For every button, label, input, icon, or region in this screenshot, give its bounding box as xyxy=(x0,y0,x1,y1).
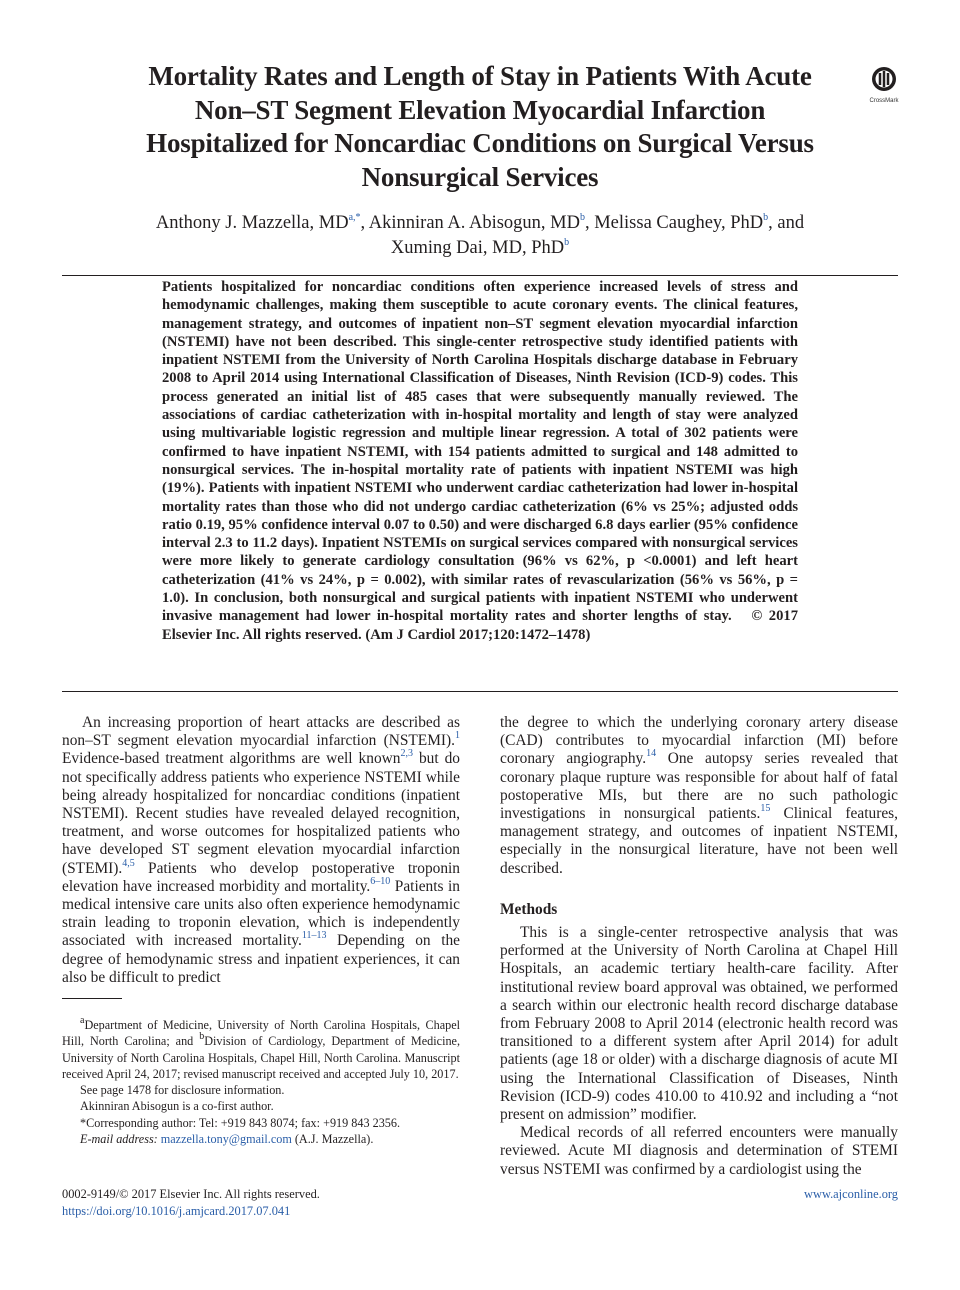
disclosure-note: See page 1478 for disclosure information. xyxy=(80,1083,285,1098)
doi-link[interactable]: https://doi.org/10.1016/j.amjcard.2017.07.041 xyxy=(62,1204,291,1218)
methods-paragraph: Medical records of all referred encounters were manually reviewed. Acute MI diagnosis and determination of STEMI versus NSTEMI was confirmed by a cardiologist using the xyxy=(500,1124,898,1178)
footer-right xyxy=(700,1186,898,1203)
affil-sup: a xyxy=(80,1014,85,1026)
intro-paragraph xyxy=(62,714,460,987)
author-affil-sup[interactable]: b xyxy=(564,236,570,248)
abstract-text: Patients hospitalized for noncardiac conditions often experience increased levels of stress and hemodynamic challenges, making them susceptible to acute coronary events. The clinical features, management strategy, and outcomes of inpatient non–ST segment elevation myocardial infarction (NSTEMI) have not been described. This single-center retrospective study identified patients with inpatient NSTEMI from the University of North Carolina Hospitals discharge database in February 2008 to April 2014 using International Classification of Diseases, Ninth Revision (ICD-9) codes. This process generated an initial list of 485 cases that were subsequently manually reviewed. The associations of cardiac catheterization with in-hospital mortality and length of stay were analyzed using multivariable logistic regression and multiple linear regression. A total of 302 patients were confirmed to have inpatient NSTEMI, with 154 patients admitted to surgical and 148 admitted to nonsurgical services. The in-hospital mortality rate of patients with inpatient NSTEMI was high (19%). Patients with inpatient NSTEMI who underwent cardiac catheterization had lower in-hospital mortality rates than those who did not undergo cardiac catheterization (6% vs 25%; adjusted odds ratio 0.19, 95% confidence interval 0.07 to 0.50) and were discharged 6.8 days earlier (95% confidence interval 2.3 to 11.2 days). Inpatient NSTEMIs on surgical services compared with nonsurgical services were more likely to generate cardiology consultation (96% vs 62%, p <0.0001) and left heart catheterization (41% vs 24%, p = 0.002), with similar rates of revascularization (56% vs 56%, p = 1.0). In conclusion, both nonsurgical and surgical patients with inpatient NSTEMI who underwent invasive management had lower in-hospital mortality rates and shorter lengths of stay. xyxy=(162,279,798,625)
issn-line: 0002-9149/© 2017 Elsevier Inc. All rights reserved. xyxy=(62,1187,320,1201)
body-text: An increasing proportion of heart attacks are described as non–ST segment elevation myocardial infarction (NSTEMI). xyxy=(62,714,460,750)
footer-left xyxy=(62,1186,320,1220)
citation-ref[interactable]: 14 xyxy=(646,748,657,760)
crossmark-icon xyxy=(871,66,897,92)
methods-paragraph: This is a single-center retrospective analysis that was performed at the University of North Carolina at Chapel Hill Hospitals, an academic tertiary health-care facility. After institutional review board approval was obtained, we performed a search within our electronic health record discharge database from February 2008 to April 2014 (electronic health record was transitioned to a different system after April 2014) for adult patients (age 18 or older) with a discharge diagnosis of acute MI using the International Classification of Diseases, Ninth Revision (ICD-9) codes 410.00 to 410.92 and including a “not present on admission” modifier. xyxy=(500,924,898,1124)
affil-sup: b xyxy=(199,1031,205,1043)
footnote-rule xyxy=(62,998,122,999)
citation-ref[interactable]: 1 xyxy=(455,730,460,742)
affil-b-text: Division of Cardiology, Department of Medicine, University of North Carolina Hospitals, Chapel Hill, North Carolina. Manuscript received April 24, 2017; revised manuscript received and accepted July 10, 2017. xyxy=(62,1034,461,1081)
footnotes xyxy=(62,1014,461,1147)
citation-ref[interactable]: 2,3 xyxy=(400,748,413,760)
corresponding-note: *Corresponding author: Tel: +919 843 8074; fax: +919 843 2356. xyxy=(80,1115,401,1130)
abstract xyxy=(162,278,798,644)
author-list xyxy=(110,211,850,261)
author-name: Xuming Dai, MD, PhD xyxy=(390,238,565,258)
author-name: Melissa Caughey, PhD xyxy=(594,213,764,233)
abstract-bottom-rule xyxy=(62,691,898,692)
body-text: the degree to which the underlying coronary artery disease (CAD) contributes to myocardial infarction (MI) before coronary angiography. xyxy=(500,714,898,768)
crossmark-label: CrossMark xyxy=(869,98,899,104)
body-text: Clinical features, management strategy, and outcomes of inpatient NSTEMI, especially in the nonsurgical literature, have not been well described. xyxy=(500,805,898,877)
crossmark-badge[interactable] xyxy=(864,66,904,104)
left-column xyxy=(62,714,460,987)
author-affil-sup[interactable]: b xyxy=(763,211,769,223)
journal-website-link[interactable]: www.ajconline.org xyxy=(804,1187,898,1201)
abstract-top-rule xyxy=(62,275,898,276)
citation-ref[interactable]: 6–10 xyxy=(370,875,391,887)
body-text: Depending on the degree of hemodynamic stress and inpatient experiences, it can also be difficult to predict xyxy=(62,932,460,986)
author-separator: , xyxy=(584,213,595,233)
citation-ref[interactable]: 11–13 xyxy=(301,930,327,942)
author-name: Anthony J. Mazzella, MD xyxy=(155,213,349,233)
intro-paragraph-cont xyxy=(500,714,898,878)
body-text: Patients in medical intensive care units also often experience hemodynamic strain leading to troponin elevation, which is independently associated with increased mortality. xyxy=(62,877,460,950)
email-owner: (A.J. Mazzella). xyxy=(291,1132,374,1147)
author-affil-sup[interactable]: b xyxy=(579,211,585,223)
right-column xyxy=(500,714,898,1179)
author-affil-sup[interactable]: a,* xyxy=(348,211,361,223)
body-text: One autopsy series revealed that coronary plaque rupture was responsible for about half of fatal postoperative MIs, but there are no such pathologic investigations in nonsurgical patients. xyxy=(500,750,898,823)
author-name: Akinniran A. Abisogun, MD xyxy=(368,213,580,233)
citation-ref[interactable]: 4,5 xyxy=(122,857,135,869)
body-text: Evidence-based treatment algorithms are well known xyxy=(62,750,401,768)
cofirst-note: Akinniran Abisogun is a co-first author. xyxy=(80,1099,274,1114)
email-note xyxy=(62,1131,460,1147)
affil-a-text: Department of Medicine, University of North Carolina Hospitals, Chapel Hill, North Carolina; and xyxy=(62,1018,460,1049)
affiliations xyxy=(62,1014,461,1082)
article-title: Mortality Rates and Length of Stay in Patients With Acute Non–ST Segment Elevation Myocardial Infarction Hospitalized for Noncardiac Conditions on Surgical Versus Nonsurgical Services xyxy=(146,61,814,192)
body-text: but do not specifically address patients who experience NSTEMI while being already hospitalized for noncardiac conditions (inpatient NSTEMI). Recent studies have revealed delayed recognition, treatment, and worse outcomes for hospitalized patients who have developed ST segment elevation myocardial infarction (STEMI). xyxy=(62,750,460,877)
citation-ref[interactable]: 15 xyxy=(760,802,771,814)
author-separator: , and xyxy=(768,213,805,233)
email-label: E-mail address: xyxy=(80,1132,158,1147)
methods-heading: Methods xyxy=(500,900,558,918)
email-link[interactable]: mazzella.tony@gmail.com xyxy=(160,1132,292,1147)
abstract-copyright: © 2017 Elsevier Inc. All rights reserved. (Am J Cardiol 2017;120:1472–1478) xyxy=(162,608,798,643)
body-text: Patients who develop postoperative troponin elevation have increased morbidity and mortality. xyxy=(62,859,460,895)
author-separator: , xyxy=(360,213,369,233)
